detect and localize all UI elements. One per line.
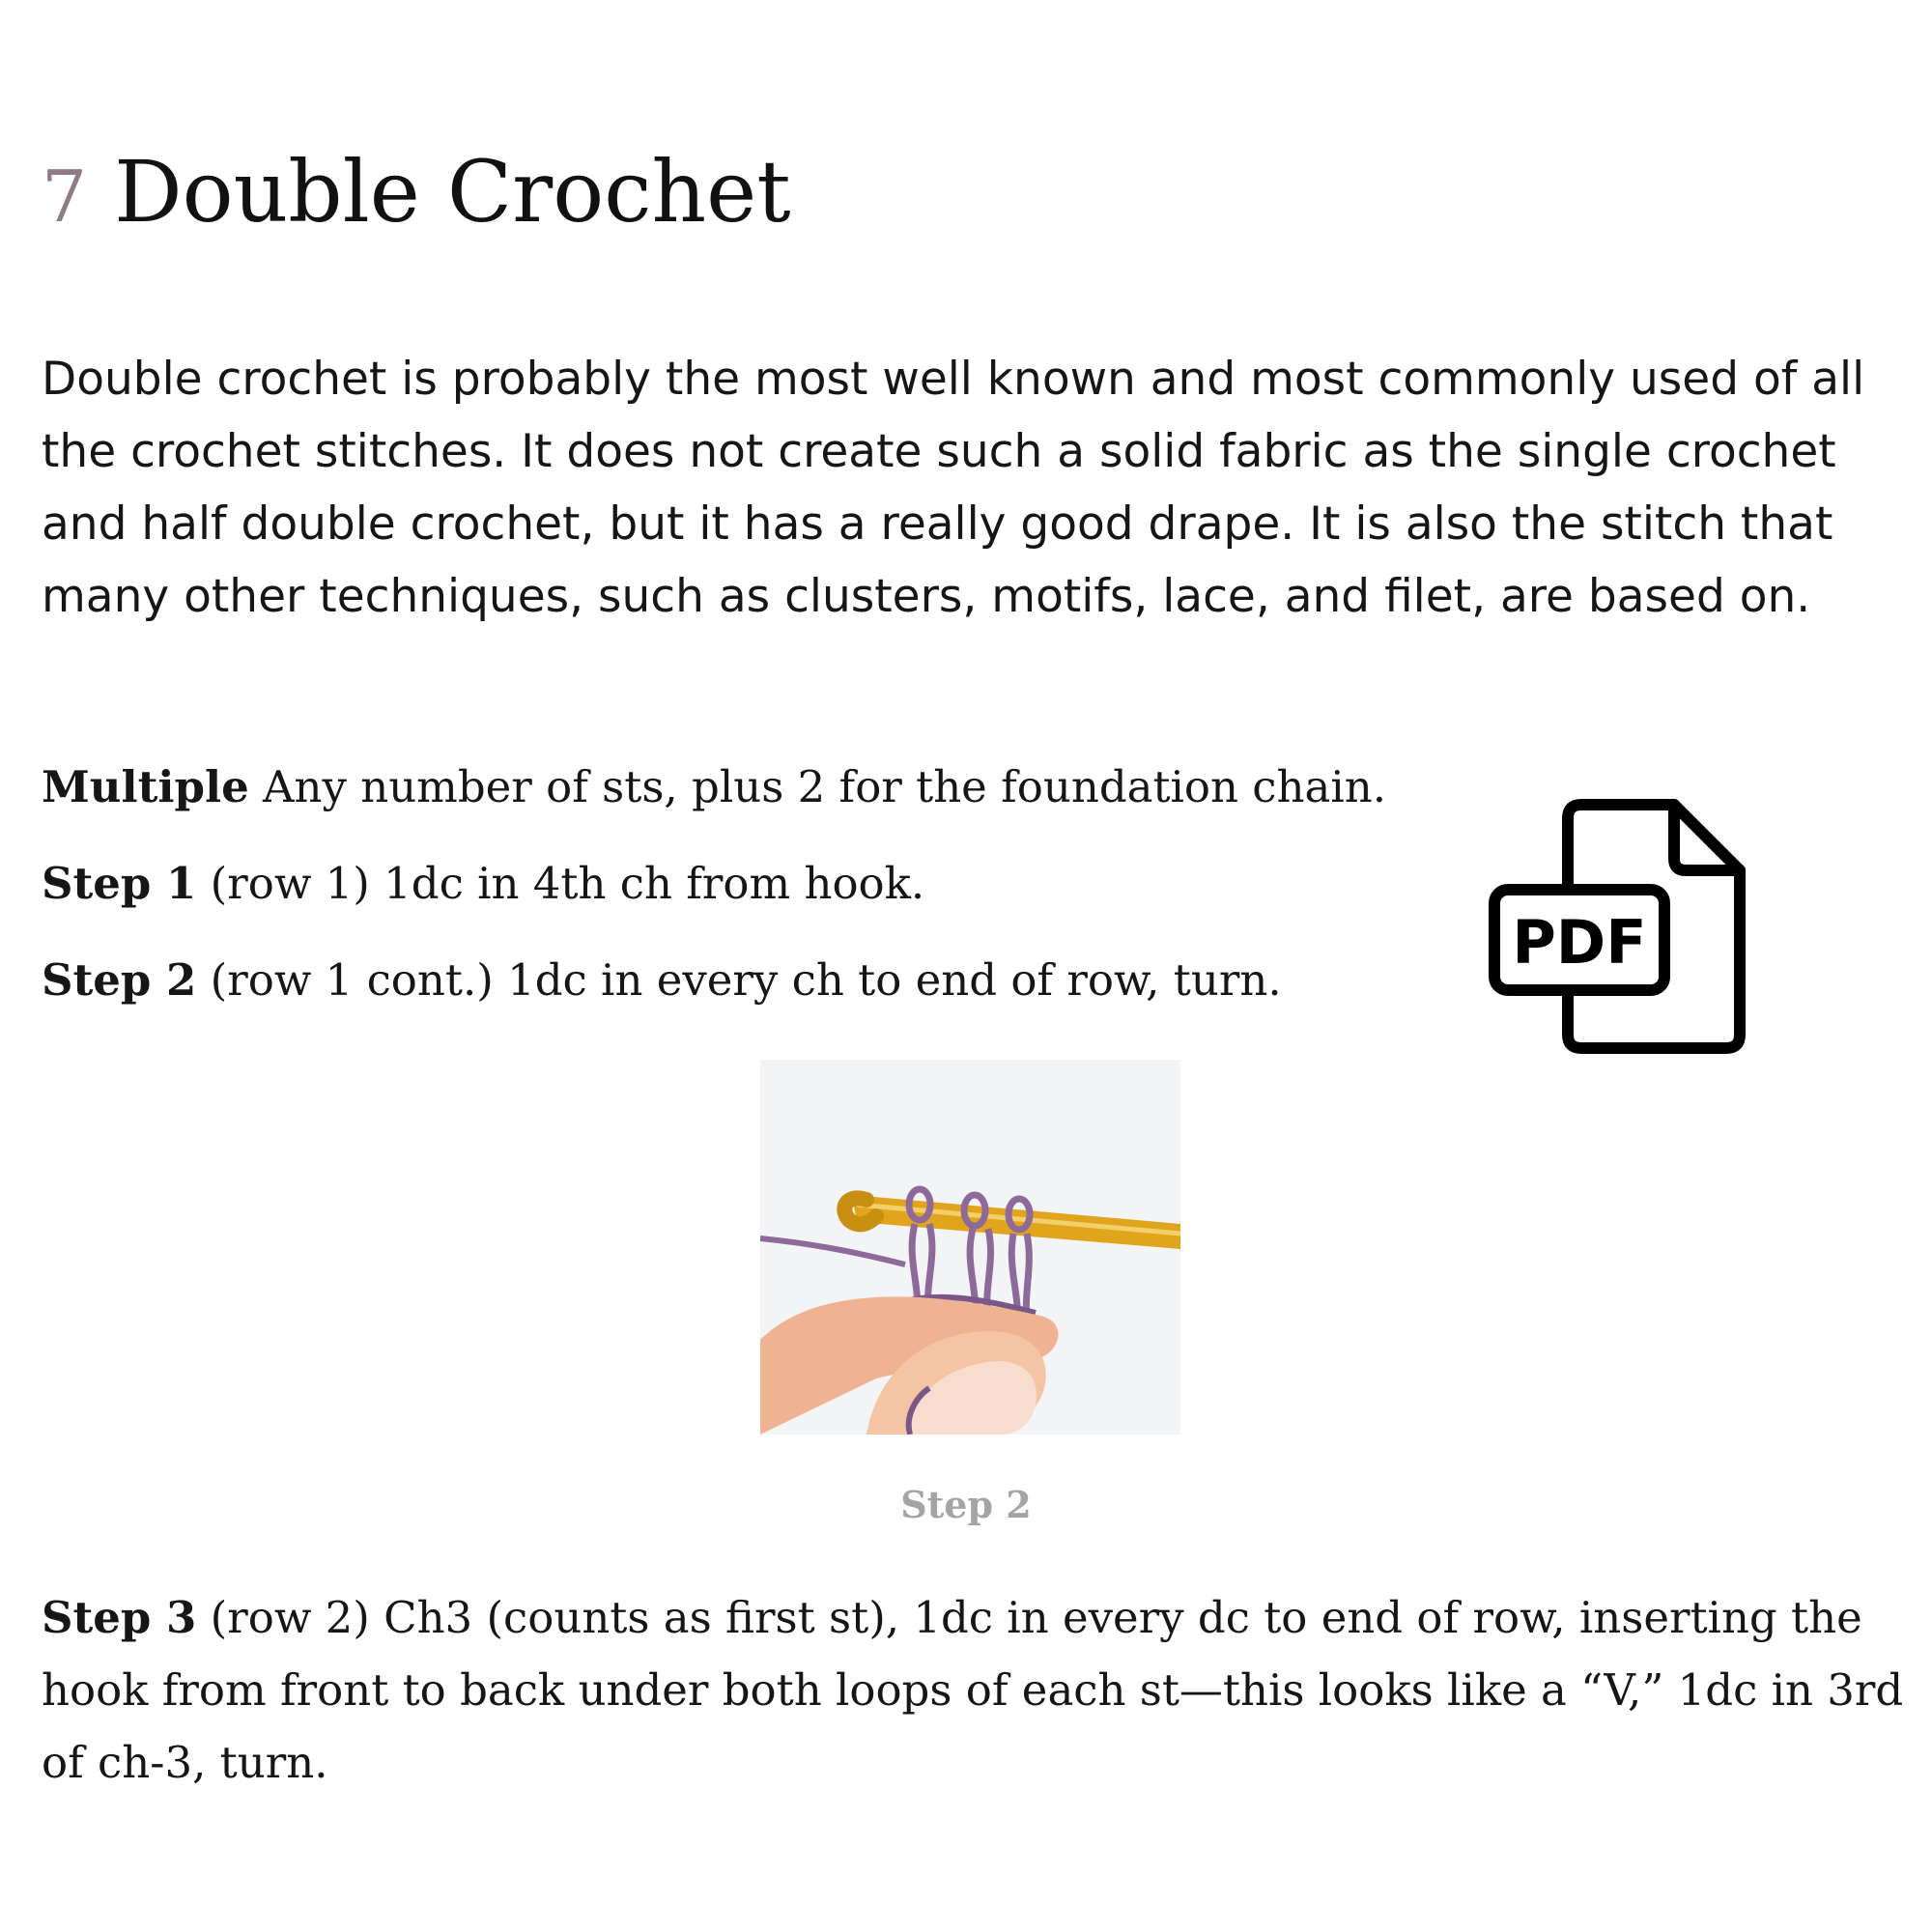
step-2-text: (row 1 cont.) 1dc in every ch to end of row, turn. xyxy=(196,954,1282,1006)
multiple-text: Any number of sts, plus 2 for the foundation chain. xyxy=(248,761,1386,812)
step-1-label: Step 1 xyxy=(42,858,197,909)
step-1-text: (row 1) 1dc in 4th ch from hook. xyxy=(196,858,925,909)
photo-caption: Step 2 xyxy=(900,1483,1032,1526)
step-3-paragraph xyxy=(42,1581,1911,1799)
pdf-file-icon[interactable] xyxy=(1485,799,1755,1060)
step-3-label: Step 3 xyxy=(42,1592,197,1643)
multiple-line xyxy=(42,751,1386,823)
step-1-line xyxy=(42,847,924,920)
chapter-title: Double Crochet xyxy=(114,142,791,242)
step-2-line xyxy=(42,944,1282,1016)
chapter-number: 7 xyxy=(42,156,88,239)
pdf-icon-label: PDF xyxy=(1512,907,1647,978)
step-2-photo xyxy=(760,1060,1180,1435)
step-3-text: (row 2) Ch3 (counts as first st), 1dc in every dc to end of row, inserting the hook from front to back under both loops of each st—this looks like a “V,” 1dc in 3rd of ch-3, turn. xyxy=(42,1592,1904,1788)
multiple-label: Multiple xyxy=(42,761,249,812)
chapter-heading xyxy=(42,142,791,242)
intro-paragraph: Double crochet is probably the most well known and most commonly used of all the crochet stitches. It does not create such a solid fabric as the single crochet and half double crochet, but it has a really good drape. It is also the stitch that many other techniques, such as clusters, motifs, lace, and filet, are based on. xyxy=(42,353,1865,623)
step-2-label: Step 2 xyxy=(42,954,197,1006)
